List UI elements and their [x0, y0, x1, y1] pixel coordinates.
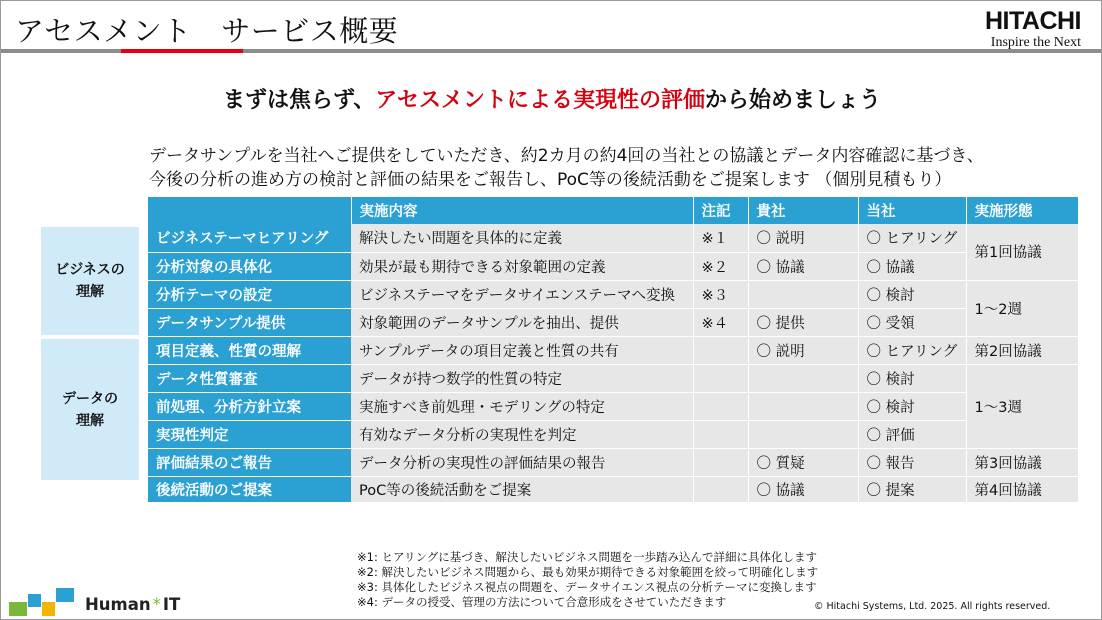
- brand-star-icon: *: [152, 595, 161, 614]
- phase-cell: 1～3週: [966, 364, 1078, 448]
- row-item: 実現性判定: [148, 420, 351, 448]
- row-us: 〇 ヒアリング: [858, 224, 966, 252]
- row-item: データサンプル提供: [148, 308, 351, 336]
- row-item: 分析対象の具体化: [148, 252, 351, 280]
- col-header-item: [148, 197, 351, 224]
- row-item: 分析テーマの設定: [148, 280, 351, 308]
- table-row: [148, 336, 1078, 364]
- row-client: 〇 質疑: [748, 448, 858, 476]
- logo-square-yellow: [42, 602, 55, 616]
- row-us: 〇 検討: [858, 392, 966, 420]
- intro-text: [149, 144, 984, 192]
- table-row: [148, 308, 1078, 336]
- row-content: ビジネステーマをデータサイエンステーマへ変換: [351, 280, 693, 308]
- headline: [1, 83, 1102, 114]
- row-client: 〇 協議: [748, 252, 858, 280]
- phase-cell: 第1回協議: [966, 224, 1078, 280]
- row-content: データが持つ数学的性質の特定: [351, 364, 693, 392]
- logo-wordmark: HITACHI: [984, 7, 1081, 35]
- row-item: 項目定義、性質の理解: [148, 336, 351, 364]
- brand-it: IT: [162, 595, 181, 614]
- col-header-format: 実施形態: [966, 197, 1078, 224]
- table-row: [148, 392, 1078, 420]
- row-item: データ性質審査: [148, 364, 351, 392]
- footnotes: [357, 550, 818, 610]
- col-header-content: 実施内容: [351, 197, 693, 224]
- row-note: [693, 448, 748, 476]
- row-client: [748, 392, 858, 420]
- intro-line-1: データサンプルを当社へご提供をしていただき、約2カ月の約4回の当社との協議とデータ内容確認に基づき、: [149, 146, 984, 166]
- row-us: 〇 評価: [858, 420, 966, 448]
- row-note: ※３: [693, 280, 748, 308]
- table-row: [148, 364, 1078, 392]
- row-client: 〇 協議: [748, 476, 858, 502]
- phase-cell: 第2回協議: [966, 336, 1078, 364]
- copyright: © Hitachi Systems, Ltd. 2025. All rights reserved.: [814, 601, 1051, 612]
- col-header-us: 当社: [858, 197, 966, 224]
- headline-post: から始めましょう: [705, 88, 882, 113]
- group-label-data-text: データの 理解: [62, 390, 118, 429]
- phase-cell: 第3回協議: [966, 448, 1078, 476]
- row-client: 〇 説明: [748, 336, 858, 364]
- row-content: 対象範囲のデータサンプルを抽出、提供: [351, 308, 693, 336]
- row-item: 評価結果のご報告: [148, 448, 351, 476]
- intro-line-2: 今後の分析の進め方の検討と評価の結果をご報告し、PoC等の後続活動をご提案します （個別見積もり）: [149, 170, 952, 190]
- group-label-business: [41, 227, 139, 335]
- table-row: [148, 252, 1078, 280]
- row-us: 〇 検討: [858, 280, 966, 308]
- row-note: ※１: [693, 224, 748, 252]
- row-note: [693, 336, 748, 364]
- table-row: [148, 448, 1078, 476]
- row-note: [693, 476, 748, 502]
- row-content: PoC等の後続活動をご提案: [351, 476, 693, 502]
- logo-square-blue: [28, 594, 41, 607]
- table-header-row: [148, 197, 1078, 224]
- row-item: 前処理、分析方針立案: [148, 392, 351, 420]
- row-us: 〇 提案: [858, 476, 966, 502]
- row-note: ※２: [693, 252, 748, 280]
- table-row: [148, 224, 1078, 252]
- logo-square-blue-2: [56, 588, 74, 602]
- col-header-note: 注記: [693, 197, 748, 224]
- table-row: [148, 420, 1078, 448]
- row-client: [748, 280, 858, 308]
- footnote: ※1: ヒアリングに基づき、解決したいビジネス問題を一歩踏み込んで詳細に具体化します: [357, 550, 817, 564]
- row-us: 〇 報告: [858, 448, 966, 476]
- row-content: 効果が最も期待できる対象範囲の定義: [351, 252, 693, 280]
- row-client: 〇 説明: [748, 224, 858, 252]
- footnote: ※4: データの授受、管理の方法について合意形成をさせていただきます: [357, 595, 727, 609]
- hitachi-logo: [985, 9, 1081, 51]
- row-client: [748, 420, 858, 448]
- footnote: ※2: 解決したいビジネス問題から、最も効果が期待できる対象範囲を絞って明確化します: [357, 565, 819, 579]
- row-note: ※４: [693, 308, 748, 336]
- brand-human: Human: [85, 595, 151, 614]
- row-note: [693, 392, 748, 420]
- phase-cell: 1～2週: [966, 280, 1078, 336]
- group-label-business-text: ビジネスの 理解: [55, 262, 125, 300]
- row-note: [693, 364, 748, 392]
- row-content: サンプルデータの項目定義と性質の共有: [351, 336, 693, 364]
- row-content: 実施すべき前処理・モデリングの特定: [351, 392, 693, 420]
- row-content: データ分析の実現性の評価結果の報告: [351, 448, 693, 476]
- col-header-client: 貴社: [748, 197, 858, 224]
- phase-cell: 第4回協議: [966, 476, 1078, 502]
- headline-pre: まずは焦らず、: [222, 88, 376, 113]
- table-row: [148, 280, 1078, 308]
- human-it-logo-mark: [9, 584, 75, 616]
- row-client: 〇 提供: [748, 308, 858, 336]
- footnote: ※3: 具体化したビジネス視点の問題を、データサイエンス視点の分析テーマに変換します: [357, 580, 817, 594]
- assessment-table: [148, 197, 1079, 503]
- row-us: 〇 ヒアリング: [858, 336, 966, 364]
- row-us: 〇 受領: [858, 308, 966, 336]
- row-client: [748, 364, 858, 392]
- row-item: 後続活動のご提案: [148, 476, 351, 502]
- human-it-brand: [85, 595, 180, 614]
- row-us: 〇 協議: [858, 252, 966, 280]
- row-note: [693, 420, 748, 448]
- row-item: ビジネステーマヒアリング: [148, 224, 351, 252]
- headline-highlight: アセスメントによる実現性の評価: [375, 88, 705, 113]
- table-row: [148, 476, 1078, 502]
- row-content: 解決したい問題を具体的に定義: [351, 224, 693, 252]
- row-us: 〇 検討: [858, 364, 966, 392]
- page-title: アセスメント サービス概要: [15, 14, 399, 48]
- logo-tagline: Inspire the Next: [990, 35, 1081, 50]
- row-content: 有効なデータ分析の実現性を判定: [351, 420, 693, 448]
- group-label-data: [41, 339, 139, 480]
- title-accent-bar: [121, 49, 243, 53]
- logo-square-green: [9, 602, 27, 616]
